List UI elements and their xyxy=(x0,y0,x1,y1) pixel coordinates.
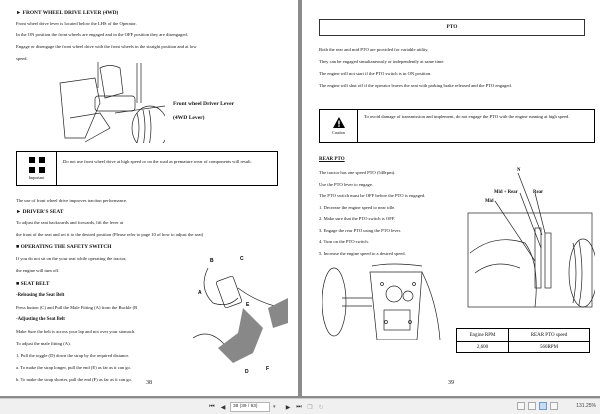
pto-intro-2: They can be engaged simultaneously or independently at same time. xyxy=(319,59,445,64)
rear-pto-line-2: Use the PTO lever to engage. xyxy=(319,182,374,187)
important-icon xyxy=(29,157,45,173)
important-text: Do not use front wheel drive at high speed or on the road as premature wear of components will result. xyxy=(63,159,252,164)
page-number-39: 39 xyxy=(448,380,454,386)
rear-pto-line-6: 3. Engage the rear PTO using the PTO lever. xyxy=(319,228,401,233)
safety-line-1: If you do not sit on the your seat while operating the tractor, xyxy=(16,256,127,261)
svg-text:D: D xyxy=(245,369,249,375)
rotate-icon[interactable]: ↻ xyxy=(318,404,324,411)
rear-pto-heading: REAR PTO xyxy=(319,157,345,162)
important-notice xyxy=(16,151,278,186)
adjust-heading: -Adjusting the Seat Belt xyxy=(16,317,65,322)
pto-intro-1: Both the rear and mid PTO are provided for variable utility. xyxy=(319,47,429,52)
seatbelt-line-3: 1. Pull the toggle (D) down the strap by the required distance. xyxy=(16,353,130,358)
seatbelt-heading: ■ SEAT BELT xyxy=(16,281,50,287)
lever-label-mid: Mid xyxy=(485,199,494,204)
seatbelt-line-5: b. To make the strap shorter, pull the end (F) as far as it can go. xyxy=(16,377,133,382)
rear-pto-line-7: 4. Turn on the PTO switch. xyxy=(319,239,369,244)
seat-heading: ► DRIVER'S SEAT xyxy=(16,209,64,215)
page-number-input[interactable]: 38 (39 / 93) xyxy=(230,402,270,412)
safety-heading: ■ OPERATING THE SAFETY SWITCH xyxy=(16,244,112,250)
previous-page-button[interactable]: ◀ xyxy=(220,404,226,411)
continuous-view-button[interactable] xyxy=(528,402,536,410)
caution-notice xyxy=(319,109,595,143)
lever-label-rear: Rear xyxy=(533,190,544,195)
single-page-view-button[interactable] xyxy=(517,402,525,410)
fwd-line-3: Engage or disengage the front wheel drive with the front wheels in the straight position and at low xyxy=(16,44,197,49)
facing-pages-view-button[interactable] xyxy=(539,402,547,410)
rear-pto-line-1: The tractor has one speed PTO (540rpm). xyxy=(319,170,396,175)
caution-text: To avoid damage of transmission and implement, do not engage the PTO with the engine running at high speed. xyxy=(364,114,570,119)
table-header-row xyxy=(457,329,590,342)
seatbelt-line-4: a. To make the strap longer, pull the end (E) as far as it can go. xyxy=(16,365,131,370)
tractor-seat-illustration xyxy=(55,58,165,143)
status-bar xyxy=(0,398,600,414)
pto-title: PTO xyxy=(319,19,585,36)
copy-page-icon[interactable]: ❐ xyxy=(307,404,313,411)
page-navigation xyxy=(208,402,325,412)
svg-text:C: C xyxy=(240,256,244,262)
continuous-facing-view-button[interactable] xyxy=(550,402,558,410)
seatbelt-illustration xyxy=(188,248,288,378)
table-row xyxy=(457,342,590,353)
fwd-caption-2: (4WD Lever) xyxy=(173,115,205,121)
page-dropdown-icon[interactable]: ▾ xyxy=(273,404,276,410)
first-page-button[interactable]: ⏮ xyxy=(209,403,215,410)
view-mode-buttons xyxy=(517,402,558,410)
page-number-38: 38 xyxy=(146,380,152,386)
rear-pto-line-8: 5. Increase the engine speed to a desired speed. xyxy=(319,251,406,256)
pto-intro-4: The engine will shut off if the operator leaves the seat with parking brake released and the PTO engaged. xyxy=(319,83,512,88)
important-label: Important xyxy=(28,175,45,180)
release-heading: -Releasing the Seat Belt xyxy=(16,293,65,298)
svg-text:E: E xyxy=(246,302,250,308)
caution-label: Caution xyxy=(332,130,345,135)
tractor-rear-illustration xyxy=(322,262,442,340)
fwd-line-2: In the ON position the front wheels are engaged and in the OFF position they are disengaged. xyxy=(16,32,188,37)
safety-line-2: the engine will turn off. xyxy=(16,268,60,273)
seat-line-1: To adjust the seat backwards and forwards, lift the lever at xyxy=(16,220,124,225)
cell-engine-rpm: 2,600 xyxy=(457,342,509,353)
seatbelt-line-1: Make Sure the belt is across your lap and not over your stomach. xyxy=(16,329,136,334)
release-text: Press button (C) and Pull the Male Fitting (A) from the Buckle (B xyxy=(16,305,138,310)
caution-icon xyxy=(333,117,345,128)
header-engine-rpm: Engine RPM xyxy=(457,329,509,342)
fwd-line-1: Front wheel drive lever is located below the LHS of the Operator. xyxy=(16,21,137,26)
svg-text:A: A xyxy=(198,290,202,296)
page-38 xyxy=(0,0,298,396)
page-39 xyxy=(302,0,600,396)
fwd-caption-1: Front wheel Driver Lever xyxy=(173,101,235,107)
zoom-level[interactable]: 131.25% xyxy=(576,403,596,409)
next-page-button[interactable]: ▶ xyxy=(285,404,291,411)
last-page-button[interactable]: ⏭ xyxy=(296,403,302,410)
rear-pto-line-4: 1. Decrease the engine speed to near idle. xyxy=(319,205,396,210)
lever-label-mid-rear: Mid + Rear xyxy=(494,190,518,195)
rear-pto-line-5: 2. Make sure that the PTO switch is OFF. xyxy=(319,216,396,221)
pto-intro-3: The engine will not start if the PTO switch is in ON position. xyxy=(319,71,432,76)
traction-line: The use of front wheel drive improves traction performance. xyxy=(16,198,128,203)
svg-text:F: F xyxy=(266,366,270,372)
seatbelt-line-2: To adjust the male fitting (A). xyxy=(16,341,71,346)
pto-lever-illustration xyxy=(465,173,595,310)
cell-pto-speed: 560RPM xyxy=(509,342,590,353)
svg-text:B: B xyxy=(210,258,214,264)
pto-speed-table xyxy=(456,328,590,353)
fwd-line-4: speed. xyxy=(16,56,28,61)
lever-label-n: N xyxy=(517,168,521,173)
rear-pto-line-3: The PTO switch must be OFF before the PTO is engaged. xyxy=(319,193,426,198)
seat-line-2: the front of the seat and set it to the desired position (Please refer to page 10 of how to adjust the seat) xyxy=(16,232,204,237)
fwd-heading: ► FRONT WHEEL DRIVE LEVER (4WD) xyxy=(16,10,119,16)
header-rear-pto-speed: REAR PTO speed xyxy=(509,329,590,342)
